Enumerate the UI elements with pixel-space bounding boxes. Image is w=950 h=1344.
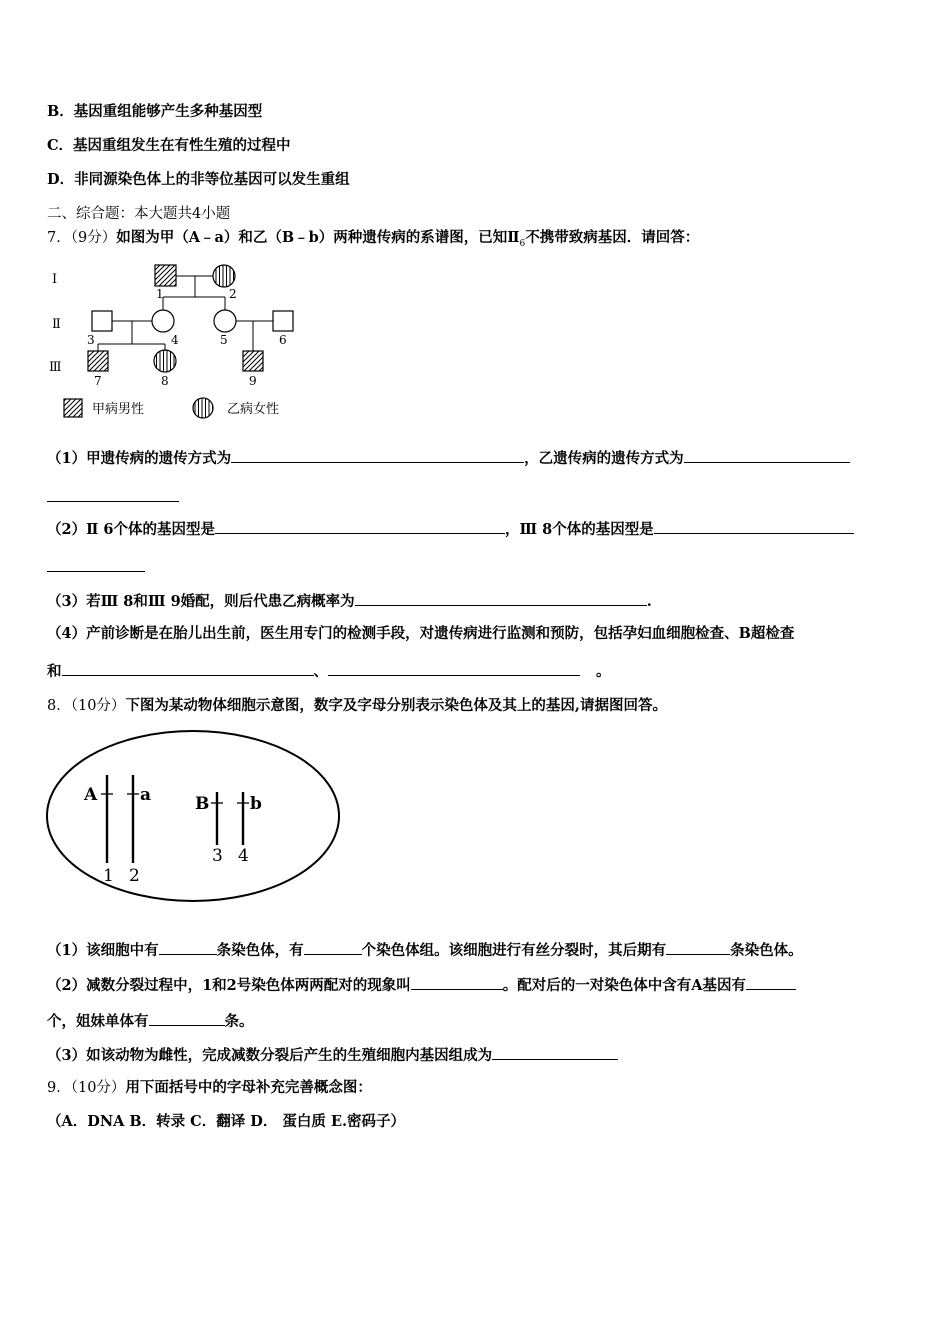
question-score: （10分） (70, 698, 126, 714)
answer-blank[interactable] (492, 1044, 618, 1060)
q8-part3 (47, 1044, 618, 1066)
part-text: （3）若Ⅲ 8和Ⅲ 9婚配，则后代患乙病概率为 (47, 593, 355, 610)
gene-label-a: a (140, 785, 152, 805)
chromosome-number: 3 (212, 846, 223, 866)
q7-part1-cont (47, 486, 179, 508)
answer-blank[interactable] (231, 447, 524, 463)
part-text: ，Ⅲ 8个体的基因型是 (504, 521, 654, 538)
chromosome-number: 1 (103, 866, 114, 886)
q9-stem (47, 1078, 372, 1098)
question-text: 不携带致病基因．请回答： (525, 229, 700, 246)
id-label: 6 (279, 333, 287, 347)
part-text: （2）减数分裂过程中，1和2号染色体两两配对的现象叫 (47, 977, 411, 994)
q7-part2 (47, 518, 854, 540)
answer-blank[interactable] (159, 939, 217, 955)
part-text: （1）该细胞中有 (47, 942, 159, 959)
legend-affected-female-icon (193, 398, 213, 418)
q7-stem (47, 228, 699, 254)
q9-options: （A．DNA B．转录 C．翻译 D． 蛋白质 E.密码子） (47, 1113, 406, 1130)
id-label: 8 (161, 374, 169, 388)
pedigree-chart (40, 255, 310, 425)
answer-blank[interactable] (654, 518, 854, 534)
q7-part4: （4）产前诊断是在胎儿出生前，医生用专门的检测手段，对遗传病进行监测和预防，包括孕妇血细胞检查、B超检查 (47, 625, 795, 642)
answer-blank[interactable] (684, 447, 850, 463)
q8-part2-cont (47, 1010, 254, 1032)
individual-9-affected-male (243, 351, 263, 371)
question-score: （9分） (70, 230, 117, 246)
legend-label: 甲病男性 (92, 402, 145, 417)
answer-blank[interactable] (47, 556, 145, 572)
option-text: 基因重组能够产生多种基因型 (73, 103, 263, 120)
id-label: 4 (171, 333, 179, 347)
cell-diagram (44, 728, 344, 908)
question-text: 下图为某动物体细胞示意图，数字及字母分别表示染色体及其上的基因,请据图回答。 (125, 697, 667, 714)
option-letter: D． (47, 171, 75, 188)
id-label: 2 (229, 287, 237, 301)
part-text: ，乙遗传病的遗传方式为 (524, 450, 684, 467)
part-text: 条染色体。 (730, 942, 803, 959)
option-c (47, 136, 291, 156)
gene-marks (101, 794, 249, 803)
option-text: 非同源染色体上的非等位基因可以发生重组 (74, 171, 350, 188)
question-number: 9． (47, 1080, 71, 1096)
question-text: 如图为甲（A﹣a）和乙（B﹣b）两种遗传病的系谱图，已知Ⅱ (116, 229, 520, 246)
pedigree-lines (98, 276, 273, 351)
option-text: 基因重组发生在有性生殖的过程中 (73, 137, 291, 154)
answer-blank[interactable] (328, 660, 580, 676)
answer-blank[interactable] (355, 590, 647, 606)
q8-stem (47, 696, 667, 716)
id-label: 9 (249, 374, 257, 388)
individual-5-female (214, 310, 236, 332)
individual-6-male (273, 311, 293, 331)
part-text: 条染色体，有 (216, 942, 304, 959)
individual-1-affected-male (155, 265, 176, 286)
answer-blank[interactable] (304, 939, 362, 955)
chromosome-number: 2 (129, 866, 140, 886)
q7-part4-cont (47, 660, 611, 682)
part-text: 。配对后的一对染色体中含有A基因有 (502, 977, 747, 994)
id-label: 7 (94, 374, 102, 388)
part-text: （1）甲遗传病的遗传方式为 (47, 450, 232, 467)
question-score: （10分） (70, 1080, 126, 1096)
id-label: 3 (87, 333, 95, 347)
part-text: 条。 (224, 1013, 254, 1030)
punctuation: 。 (596, 663, 611, 680)
answer-blank[interactable] (411, 974, 503, 990)
separator: 、 (313, 663, 328, 680)
part-text: （2）Ⅱ 6个体的基因型是 (47, 521, 215, 538)
part-text: 个，姐妹单体有 (47, 1013, 149, 1030)
q8-part2 (47, 974, 796, 996)
question-number: 7． (47, 230, 71, 246)
gen-label-ii: Ⅱ (52, 317, 61, 332)
legend-affected-male-icon (64, 399, 82, 417)
part-text: 和 (47, 663, 62, 680)
section-heading: 二、综合题：本大题共4小题 (47, 206, 231, 222)
q7-part2-cont (47, 556, 145, 578)
option-letter: C． (47, 137, 74, 154)
gen-label-i: Ⅰ (52, 272, 58, 287)
individual-7-affected-male (88, 351, 108, 371)
individual-4-female (152, 310, 174, 332)
gene-label-B: B (195, 794, 210, 814)
q7-part1 (47, 447, 850, 469)
answer-blank[interactable] (47, 486, 179, 502)
chromosome-number: 4 (238, 846, 249, 866)
gene-label-b: b (250, 794, 262, 814)
gene-label-A: A (84, 785, 98, 805)
question-number: 8． (47, 698, 71, 714)
q8-part1 (47, 939, 803, 961)
q7-part3 (47, 590, 652, 612)
answer-blank[interactable] (62, 660, 314, 676)
option-letter: B． (47, 103, 74, 120)
answer-blank[interactable] (215, 518, 505, 534)
part-text: 个染色体组。该细胞进行有丝分裂时，其后期有 (361, 942, 667, 959)
individual-2-affected-female (213, 265, 235, 287)
id-label: 5 (220, 333, 228, 347)
part-text: （3）如该动物为雌性，完成减数分裂后产生的生殖细胞内基因组成为 (47, 1047, 493, 1064)
subscript: 6 (519, 238, 526, 249)
answer-blank[interactable] (149, 1010, 225, 1026)
option-b (47, 102, 262, 122)
individual-8-affected-female (154, 350, 176, 372)
answer-blank[interactable] (666, 939, 730, 955)
legend-label: 乙病女性 (227, 402, 280, 417)
part-text: . (646, 593, 652, 610)
question-text: 用下面括号中的字母补充完善概念图： (125, 1079, 372, 1096)
id-label: 1 (156, 287, 164, 301)
individual-3-male (92, 311, 112, 331)
option-d (47, 170, 350, 190)
cell-outline (47, 731, 339, 901)
gen-label-iii: Ⅲ (49, 360, 62, 375)
answer-blank[interactable] (746, 974, 796, 990)
